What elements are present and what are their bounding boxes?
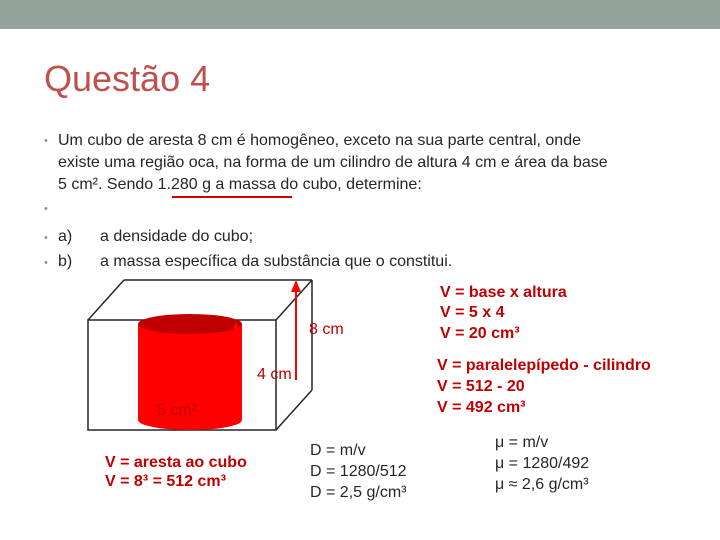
height-label: 4 cm: [257, 366, 292, 383]
paragraph-line-1: Um cubo de aresta 8 cm é homogêneo, exceto na sua parte central, onde: [58, 132, 581, 149]
cyl-volume-line-3: V = 20 cm³: [440, 325, 520, 342]
item-b-text: a massa específica da substância que o constitui.: [100, 253, 453, 270]
bullet-dot: •: [44, 232, 48, 244]
density-line-2: D = 1280/512: [310, 463, 407, 480]
solid-volume-line-3: V = 492 cm³: [437, 399, 526, 416]
edge-arrow-head-top: [291, 280, 301, 292]
item-a-text: a densidade do cubo;: [100, 228, 254, 245]
mu-line-1: μ = m/v: [495, 434, 549, 451]
solid-volume-line-2: V = 512 - 20: [437, 378, 525, 395]
item-b-label: b): [58, 253, 73, 270]
slide-title: Questão 4: [44, 58, 211, 99]
density-line-3: D = 2,5 g/cm³: [310, 484, 407, 501]
cube-volume-line-1: V = aresta ao cubo: [105, 454, 247, 471]
paragraph-line-2: existe uma região oca, na forma de um cilindro de altura 4 cm e área da base: [58, 154, 608, 171]
edge-label: 8 cm: [309, 321, 344, 338]
mu-line-2: μ = 1280/492: [495, 455, 590, 472]
cyl-volume-line-1: V = base x altura: [440, 284, 567, 301]
bullet-dot: •: [44, 135, 48, 147]
bullet-dot: •: [44, 257, 48, 269]
mu-line-3: μ ≈ 2,6 g/cm³: [495, 476, 589, 493]
solid-volume-line-1: V = paralelepípedo - cilindro: [437, 357, 651, 374]
paragraph-line-3: 5 cm². Sendo 1.280 g a massa do cubo, determine:: [58, 176, 422, 193]
cube-volume-line-2: V = 8³ = 512 cm³: [105, 473, 226, 490]
bullet-dot: •: [44, 203, 48, 215]
density-line-1: D = m/v: [310, 442, 366, 459]
cyl-volume-line-2: V = 5 x 4: [440, 304, 505, 321]
base-label: 5 cm²: [157, 402, 197, 419]
item-a-label: a): [58, 228, 73, 245]
